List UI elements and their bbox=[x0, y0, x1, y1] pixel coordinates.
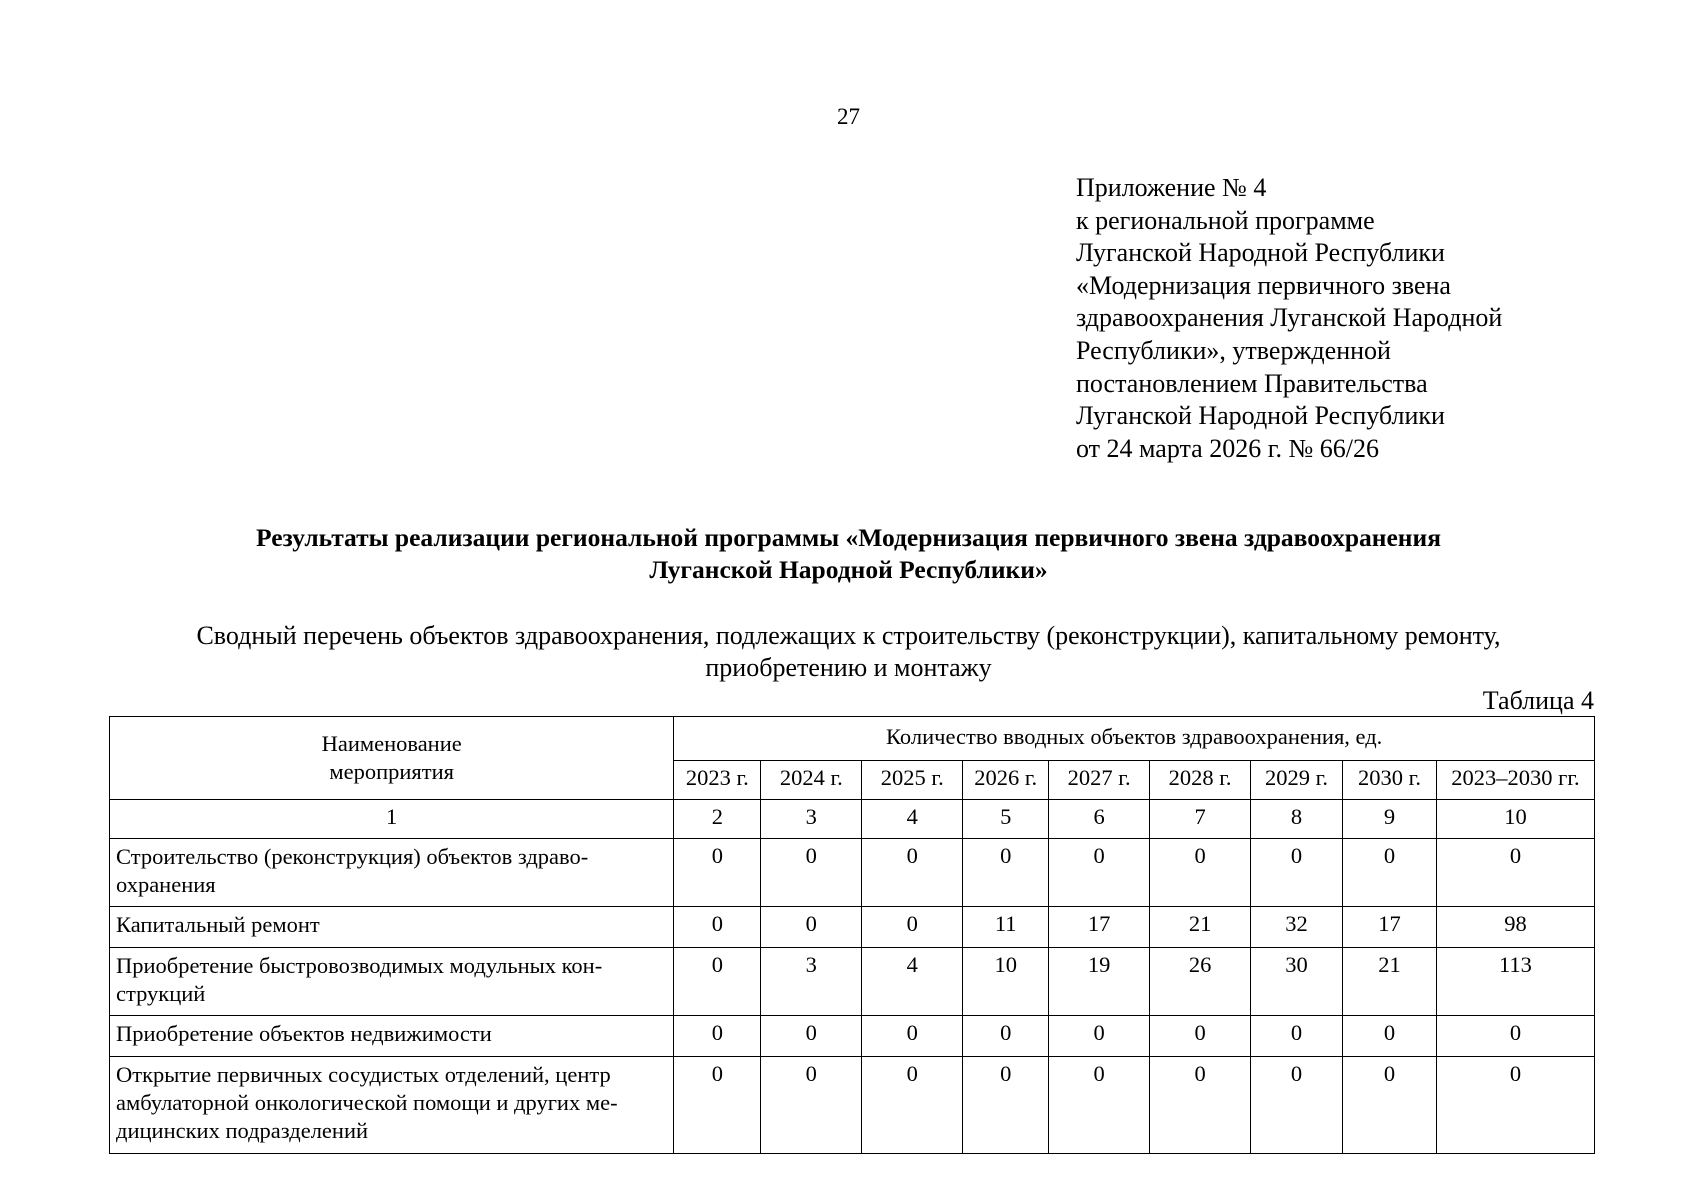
name-header-line: Наименование bbox=[321, 731, 462, 756]
column-number-cell: 2 bbox=[674, 800, 761, 839]
value-cell: 30 bbox=[1251, 948, 1343, 1016]
value-cell: 0 bbox=[862, 1057, 963, 1154]
row-name-cell bbox=[110, 1016, 674, 1057]
column-number-cell: 6 bbox=[1049, 800, 1150, 839]
column-number-cell: 4 bbox=[862, 800, 963, 839]
value-cell: 0 bbox=[674, 1016, 761, 1057]
page-number: 27 bbox=[837, 104, 860, 129]
value-cell: 10 bbox=[963, 948, 1049, 1016]
name-header-line: мероприятия bbox=[329, 759, 454, 784]
table-header-row bbox=[110, 717, 1595, 761]
column-number-cell: 3 bbox=[761, 800, 862, 839]
value-cell: 0 bbox=[1251, 1016, 1343, 1057]
value-cell: 0 bbox=[1343, 1016, 1437, 1057]
table-row bbox=[110, 1057, 1595, 1154]
value-cell: 0 bbox=[1150, 1016, 1251, 1057]
year-header-cell: 2028 г. bbox=[1150, 761, 1251, 800]
value-cell: 3 bbox=[761, 948, 862, 1016]
document-title bbox=[0, 522, 1697, 586]
value-cell: 0 bbox=[862, 907, 963, 948]
value-cell: 0 bbox=[761, 1057, 862, 1154]
group-header-cell: Количество вводных объектов здравоохранения, ед. bbox=[674, 717, 1595, 761]
value-cell: 0 bbox=[761, 839, 862, 907]
row-name-line: Приобретение быстровозводимых модульных кон- bbox=[116, 953, 603, 978]
value-cell: 0 bbox=[1251, 839, 1343, 907]
row-name-line: струкций bbox=[116, 981, 206, 1006]
column-number-row bbox=[110, 800, 1595, 839]
year-header-cell: 2023–2030 гг. bbox=[1436, 761, 1594, 800]
value-cell: 0 bbox=[674, 907, 761, 948]
value-cell: 17 bbox=[1343, 907, 1437, 948]
row-name-line: Открытие первичных сосудистых отделений, центр bbox=[116, 1062, 611, 1087]
year-header-cell: 2026 г. bbox=[963, 761, 1049, 800]
row-name-line: амбулаторной онкологической помощи и других ме- bbox=[116, 1090, 618, 1115]
value-cell: 0 bbox=[1049, 1057, 1150, 1154]
value-cell: 0 bbox=[1150, 1057, 1251, 1154]
name-header-cell bbox=[110, 717, 674, 800]
value-cell: 0 bbox=[1150, 839, 1251, 907]
row-name-cell bbox=[110, 948, 674, 1016]
total-cell: 0 bbox=[1436, 1057, 1594, 1154]
appendix-line: постановлением Правительства bbox=[1076, 368, 1428, 398]
row-name-line: Капитальный ремонт bbox=[116, 912, 320, 937]
value-cell: 11 bbox=[963, 907, 1049, 948]
value-cell: 0 bbox=[761, 907, 862, 948]
column-number-cell: 7 bbox=[1150, 800, 1251, 839]
appendix-line: Луганской Народной Республики bbox=[1076, 238, 1445, 268]
title-line: Луганской Народной Республики» bbox=[649, 555, 1048, 584]
year-header-cell: 2027 г. bbox=[1049, 761, 1150, 800]
appendix-line: здравоохранения Луганской Народной bbox=[1076, 303, 1503, 333]
column-number-cell: 9 bbox=[1343, 800, 1437, 839]
subtitle-line: Сводный перечень объектов здравоохранения, подлежащих к строительству (реконструкции), капитальному ремонту, bbox=[196, 621, 1501, 650]
value-cell: 0 bbox=[674, 1057, 761, 1154]
value-cell: 0 bbox=[963, 839, 1049, 907]
value-cell: 0 bbox=[761, 1016, 862, 1057]
appendix-line: Луганской Народной Республики bbox=[1076, 401, 1445, 431]
title-line: Результаты реализации региональной программы «Модернизация первичного звена здравоохранения bbox=[255, 523, 1441, 552]
value-cell: 0 bbox=[862, 839, 963, 907]
year-header-cell: 2029 г. bbox=[1251, 761, 1343, 800]
total-cell: 0 bbox=[1436, 839, 1594, 907]
appendix-line: к региональной программе bbox=[1076, 205, 1375, 235]
value-cell: 0 bbox=[862, 1016, 963, 1057]
document-subtitle bbox=[0, 620, 1697, 684]
value-cell: 0 bbox=[674, 948, 761, 1016]
year-header-cell: 2024 г. bbox=[761, 761, 862, 800]
table-label: Таблица 4 bbox=[1482, 686, 1594, 715]
value-cell: 0 bbox=[674, 839, 761, 907]
value-cell: 4 bbox=[862, 948, 963, 1016]
row-name-cell bbox=[110, 907, 674, 948]
value-cell: 0 bbox=[963, 1016, 1049, 1057]
appendix-line: Приложение № 4 bbox=[1076, 173, 1267, 202]
results-table bbox=[109, 716, 1595, 1154]
value-cell: 26 bbox=[1150, 948, 1251, 1016]
year-header-cell: 2023 г. bbox=[674, 761, 761, 800]
column-number-cell: 8 bbox=[1251, 800, 1343, 839]
row-name-cell bbox=[110, 839, 674, 907]
value-cell: 0 bbox=[1343, 1057, 1437, 1154]
total-cell: 0 bbox=[1436, 1016, 1594, 1057]
year-header-cell: 2030 г. bbox=[1343, 761, 1437, 800]
value-cell: 0 bbox=[1343, 839, 1437, 907]
table-row bbox=[110, 948, 1595, 1016]
appendix-line: «Модернизация первичного звена bbox=[1076, 270, 1451, 300]
appendix-line: Республики», утвержденной bbox=[1076, 335, 1391, 365]
row-name-line: Приобретение объектов недвижимости bbox=[116, 1021, 492, 1046]
value-cell: 0 bbox=[1049, 839, 1150, 907]
row-name-line: дицинских подразделений bbox=[116, 1118, 369, 1143]
value-cell: 17 bbox=[1049, 907, 1150, 948]
table-row bbox=[110, 1016, 1595, 1057]
total-cell: 113 bbox=[1436, 948, 1594, 1016]
value-cell: 0 bbox=[1049, 1016, 1150, 1057]
column-number-cell: 1 bbox=[110, 800, 674, 839]
subtitle-line: приобретению и монтажу bbox=[705, 653, 992, 682]
total-cell: 98 bbox=[1436, 907, 1594, 948]
value-cell: 21 bbox=[1343, 948, 1437, 1016]
value-cell: 32 bbox=[1251, 907, 1343, 948]
year-header-cell: 2025 г. bbox=[862, 761, 963, 800]
appendix-line: от 24 марта 2026 г. № 66/26 bbox=[1076, 433, 1379, 463]
row-name-cell bbox=[110, 1057, 674, 1154]
column-number-cell: 10 bbox=[1436, 800, 1594, 839]
value-cell: 21 bbox=[1150, 907, 1251, 948]
row-name-line: охранения bbox=[116, 872, 216, 897]
value-cell: 0 bbox=[963, 1057, 1049, 1154]
value-cell: 0 bbox=[1251, 1057, 1343, 1154]
column-number-cell: 5 bbox=[963, 800, 1049, 839]
row-name-line: Строительство (реконструкция) объектов здраво- bbox=[116, 844, 589, 869]
table-row bbox=[110, 839, 1595, 907]
table-row bbox=[110, 907, 1595, 948]
appendix-block bbox=[1076, 172, 1502, 465]
value-cell: 19 bbox=[1049, 948, 1150, 1016]
